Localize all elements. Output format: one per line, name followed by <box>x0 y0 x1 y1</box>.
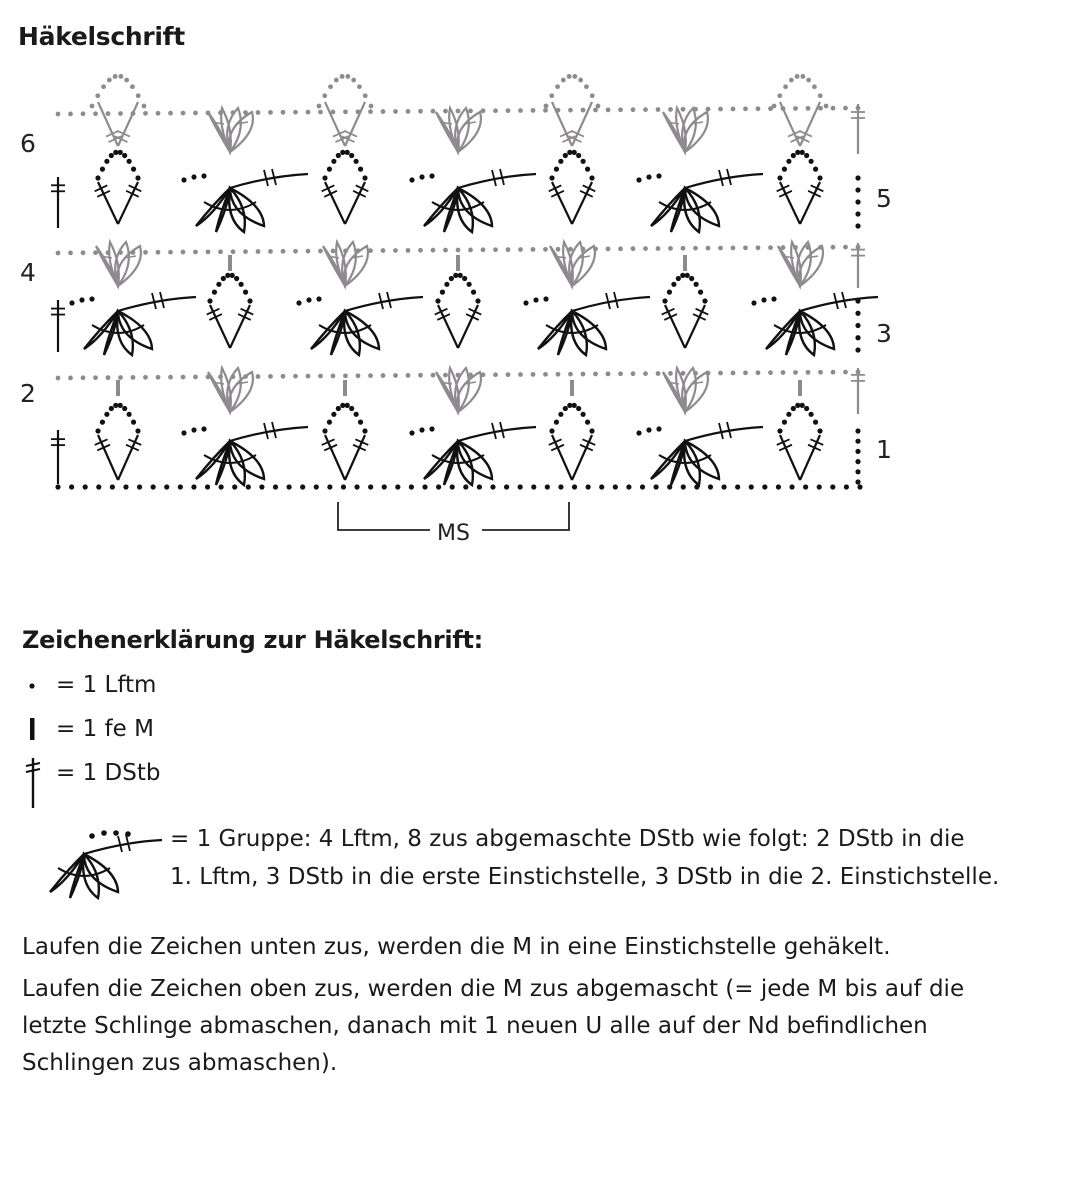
row-number-2: 2 <box>20 379 36 408</box>
note-top-join-line1: Laufen die Zeichen oben zus, werden die M zus abgemascht (= jede M bis auf die <box>22 976 965 1002</box>
row-number-4: 4 <box>20 258 36 287</box>
legend-item-chain <box>22 668 622 708</box>
legend-text-group-line1: = 1 Gruppe: 4 Lftm, 8 zus abgemaschte DStb wie folgt: 2 DStb in die <box>170 826 965 852</box>
note-top-join-line3: Schlingen zus abmaschen). <box>22 1050 338 1076</box>
row-number-1: 1 <box>876 435 892 464</box>
legend-item-single-crochet <box>22 712 622 752</box>
legend-text-group-line2: 1. Lftm, 3 DStb in die erste Einstichstelle, 3 DStb in die 2. Einstichstelle. <box>170 864 1000 890</box>
legend-heading: Zeichenerklärung zur Häkelschrift: <box>22 626 483 654</box>
crochet-chart <box>0 60 1074 550</box>
legend-text-single-crochet: = 1 fe M <box>56 716 154 742</box>
legend-item-double-treble <box>22 756 622 812</box>
cluster-group-icon <box>22 824 162 900</box>
row-number-5: 5 <box>876 184 892 213</box>
legend-item-group <box>22 824 1072 904</box>
note-top-join-line2: letzte Schlinge abmaschen, danach mit 1 neuen U alle auf der Nd befindlichen <box>22 1013 928 1039</box>
page-title: Häkelschrift <box>18 22 185 51</box>
row-number-3: 3 <box>876 319 892 348</box>
odd-rows-layer <box>51 150 878 490</box>
even-rows-layer <box>56 74 865 414</box>
note-bottom-join: Laufen die Zeichen unten zus, werden die M in eine Einstichstelle gehäkelt. <box>22 934 891 960</box>
repeat-label: MS <box>437 521 470 546</box>
row-number-6: 6 <box>20 129 36 158</box>
legend-text-chain: = 1 Lftm <box>56 672 157 698</box>
legend-text-double-treble: = 1 DStb <box>56 760 161 786</box>
